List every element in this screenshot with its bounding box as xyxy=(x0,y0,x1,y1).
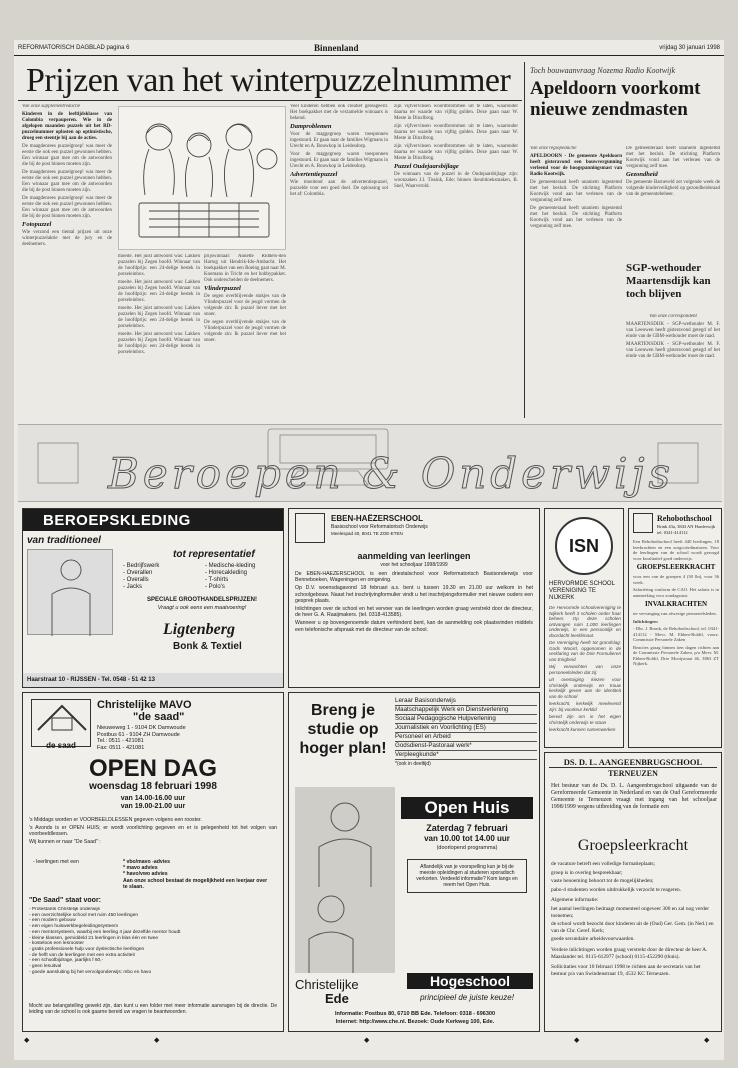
side-kicker: Toch bouwaanvraag Nozema Radio Kootwijk xyxy=(530,66,676,75)
side-body2: De gemeente Barneveld zet volgende week de volgende kinderveiligheid op gezondheidsraad van de gemeentebeheer. xyxy=(626,180,720,197)
ad-item: - Overallen xyxy=(123,570,153,576)
ad-ter-heading: Groepsleerkracht xyxy=(577,837,689,854)
ad-ter-bullet: pabo-4 studenten worden uitdrukkelijk verzocht te reageren. xyxy=(551,886,682,893)
main-col5: zijn vijfvervinsen woordbrommen uit te laten, waaronder daarna ter waarde van vijftig gulden. Deze gaan naar W. Meste in Dinxlbrog. xyxy=(394,104,518,121)
side-sub: Gezondheid xyxy=(626,171,658,178)
sgp-body-repeat: MAARTENSDIJK - SGP-wethouder M. F. van Leeuwen heeft gisteravond getegd of het einde van de GBM-wethouder moet de raad. xyxy=(626,342,720,359)
ad-desaad-list-item: - een eigen huiswerkbegeleidingssysteem xyxy=(29,924,119,930)
ad-desaad-logo: de saad xyxy=(46,741,76,750)
ad-hs-name3: Ede xyxy=(325,991,349,1006)
ad-ehs xyxy=(288,508,540,688)
ad-desaad-left-label: - leerlingen met een xyxy=(33,859,79,865)
ad-item: - Horecakleding xyxy=(205,570,248,576)
main-col3: prijswinnaar: Annette Ridders-den Hartog uit Hendrik-Ido-Ambacht. Het boekpakket van een Boeing gaat naar M. Koemans in Tricht en het hobbypakket. Ook onderscheiden de deelnemers. xyxy=(204,254,286,283)
ad-rehoboth-p1: Een Rehobothschool heeft 440 leerlingen, 18 leerkrachten en een zorgcoördinatoren. Voor de leerlingen van de school wordt gezorgd voor kwalitatief goed onderwijs. xyxy=(633,539,719,561)
banner-text: Beroepen & Onderwijs xyxy=(108,449,675,498)
registration-mark-icon: ◆ xyxy=(574,1036,580,1044)
ad-isn-bullet: uit overtuiging kiezen voor christelijk onderwijs en trouw kerkelijk geven aan de identiteit van de school xyxy=(549,677,621,699)
main-sub-oudejaarsbijlage: Puzzel Oudejaarsbijlage xyxy=(394,163,459,170)
ad-ligtenberg-promo: SPECIALE GROOTHANDELSPRIJZEN! xyxy=(146,597,257,603)
ad-terneuzen xyxy=(544,752,722,1032)
ad-ligtenberg-sub2: tot representatief xyxy=(173,549,255,560)
ad-rehoboth-title: Rehobothschool xyxy=(657,514,712,523)
ad-rehoboth-body xyxy=(633,539,719,745)
ad-desaad-addr2: Postbus 61 - 9104 ZH Damwoude xyxy=(97,731,180,738)
ad-rehoboth-p3: Salariëring conform de CAO. Het salaris is in aanmerking voor zondagsrust. xyxy=(633,587,719,598)
ad-ter-p3: Verdere inlichtingen worden graag verstrekt door de directeur de heer A. Maaslander tel. 0115-612977 (school) 0115-452290 (thuis). xyxy=(551,946,708,960)
article-col-1 xyxy=(22,104,112,404)
ad-hs-course: Godsdienst-Pastoraal werk* xyxy=(395,742,537,751)
ad-isn xyxy=(544,508,624,748)
ad-rehoboth-p2: voor een van de groepen 4 (30 lln), voor 36 week. xyxy=(633,574,719,585)
ad-desaad-p3: Wij kunnen er naar "De Saad" : xyxy=(29,839,101,845)
ad-rehoboth-phone: tel. 0341-414112 xyxy=(657,530,688,535)
ad-desaad xyxy=(22,692,284,1032)
registration-mark-icon: ◆ xyxy=(704,1036,710,1044)
main-col2-repeat: moeite. Het juist antwoord was: Lakken puzzelen bij Zegen hoofd. Winnaar van de hoofdprijs: een 24-delige bestek in porseleinbox. xyxy=(118,280,200,303)
main-col4a-repeat: Voor de maggegroep waren toesponnen ingestuurd. Er gaan naar de families Wigmans in Urecht en A. Bouwkop in Leidesdorp. xyxy=(290,152,388,169)
ad-ligtenberg-list-right xyxy=(205,563,255,591)
ad-ter-bullet2: de school wordt bezocht door kinderen uit de (Oud) Ger. Gem. (in Ned.) en van de Chr. Geref. Kerk; xyxy=(551,921,714,934)
ad-ehs-p3: Inlichtingen over de school en het vervoer van de leerlingen worden graag verstrekt door de directeur, de heer G. A. Raaijmakers. (tel. 0318-413585). xyxy=(295,606,533,619)
side-body-repeat: De gemeenteraad heeft unaniem ingestemd met het besluit. De stichting Platform Kootwijk vond aan het verlenen van de vergunning zelf mee. xyxy=(530,206,622,229)
ad-ligtenberg-title: BEROEPSKLEDING xyxy=(23,509,283,531)
main-col2: moeite. Het juist antwoord was: Lakken puzzelen bij Zegen hoofd. Winnaar van de hoofdprijs: een 24-delige bestek in porseleinbox. xyxy=(118,254,200,277)
ad-desaad-outro: Mocht uw belangstelling gewekt zijn, dan kunt u een folder met meer informatie aanvragen bij de directie. De leiding van de school is ook gaarne bereid uw vragen te beantwoorden. xyxy=(29,1003,277,1015)
ad-rehoboth-logo xyxy=(633,513,653,533)
ad-isn-p1: De Hervormde schoolvereniging te Nijkerk heeft 3 scholen onder haar beheer. Op deze scholen ontvangen ruim 1.000 leerlingen onderwijs, in een persoonlijk en doordacht leerklimaat. xyxy=(549,605,621,638)
ad-desaad-advice xyxy=(123,859,273,890)
ad-hogeschool xyxy=(288,692,540,1032)
article-col-2 xyxy=(118,254,200,404)
main-col1b: Wie verzond een tiental prijzen uit onze winterpuzzelaktie met de jury en de deelnemers. xyxy=(22,230,112,247)
sgp-title: SGP-wethouder Maartensdijk kan toch blijven xyxy=(626,262,711,300)
ad-ter-title1: DS. D. L. AANGEENBRUGSCHOOL xyxy=(549,757,717,768)
ad-hs-course: Personeel en Arbeid xyxy=(395,733,537,742)
ad-hs-time2: (doorlopend programma) xyxy=(436,845,498,851)
ad-hs-name1: Christelijke xyxy=(295,977,359,992)
ad-desaad-name: Christelijke MAVO xyxy=(97,699,192,711)
ad-ligtenberg-brand2: Bonk & Textiel xyxy=(173,641,242,652)
ad-ehs-address: Meelespad 40, 8041 TE ZOE-ETEN xyxy=(331,531,403,536)
ad-hs-note: *(ook in deeltijd) xyxy=(395,761,431,767)
column-divider xyxy=(524,62,525,418)
sgp-byline: Van onze correspondent xyxy=(649,314,697,319)
header-paper-name: REFORMATORISCH DAGBLAD pagina 6 xyxy=(18,45,130,51)
ad-desaad-contact xyxy=(97,725,186,751)
ad-item: - Polo's xyxy=(205,584,225,590)
article-col-5 xyxy=(394,104,518,404)
ad-desaad-addr1: Nieuweweg 1 - 9104 DK Damwoude xyxy=(97,725,186,731)
ad-hs-courses xyxy=(395,697,537,768)
side-title: Apeldoorn voorkomt nieuwe zendmasten xyxy=(530,78,701,120)
ad-desaad-list-item: - een mentorsysteem, waarbij een leerling 4 jaar dezelfde mentor houdt xyxy=(29,929,181,935)
main-sub-vlinderpuzzel: Vlinderpuzzel xyxy=(204,285,241,292)
main-article-title: Prijzen van het winterpuzzelnummer xyxy=(26,62,511,99)
ad-desaad-intro xyxy=(29,817,277,857)
main-col1-repeat: De maagdenrees puzzelgroep! was meer de eerste die ook een puzzel gewonnen hebben. Een winnaar gaat mee om de antwoorden die bij de post binnen moeten zijn. xyxy=(22,170,112,193)
header-section: Binnenland xyxy=(314,43,359,53)
main-col1: De maagdenrees puzzelgroep! was meer de eerste die ook een puzzel gewonnen hebben. Een winnaar gaat mee om de antwoorden die bij de post binnen moeten zijn. xyxy=(22,144,112,167)
title-rule xyxy=(18,100,522,101)
sgp-body-block xyxy=(626,314,720,414)
ad-item: - Overalls xyxy=(123,577,149,583)
main-col1-repeat2: De maagdenrees puzzelgroep! was meer de eerste die ook een puzzel gewonnen hebben. Een winnaar gaat mee om de antwoorden die bij de post binnen moeten zijn. xyxy=(22,196,112,219)
ad-ehs-logo xyxy=(295,513,325,543)
ad-ter-body xyxy=(551,861,717,1029)
main-col5-repeat2: zijn vijfvervinsen woordbrommen uit te laten, waaronder daarna ter waarde van vijftig gulden. Deze gaan naar W. Meste in Dinxlbrog. xyxy=(394,144,518,161)
ad-hs-slogan xyxy=(295,701,391,758)
ad-rehoboth-heading2: INVALKRACHTEN xyxy=(644,600,708,608)
ad-desaad-p2: 's Avonds is er OPEN HUIS; er wordt voorlichting gegeven en er is gelegenheid tot het volgen van voorbeeldlessen. xyxy=(29,825,277,837)
ad-ehs-name: EBEN-HAËZERSCHOOL xyxy=(331,514,424,523)
ad-desaad-name2: "de saad" xyxy=(133,711,185,723)
page-header xyxy=(14,40,724,56)
ad-isn-bullet: leerkracht, kerkelijk meelevend zijn: bij voorkeur kerklid xyxy=(549,701,621,712)
ad-rehoboth-p5: - Dhr. J. Bronk, de Rehobothschool, tel. 0341-414112 - Mevr. M. Ebben-Roldil, voorz. Commissie Personele Zaken xyxy=(633,626,719,642)
ad-desaad-advice-item: Aan onze school bestaat de mogelijkheid een leerjaar over te slaan. xyxy=(123,877,268,890)
ad-ter-bullet: vaste benoeming behoort tot de mogelijkheden; xyxy=(551,878,654,885)
ad-ter-p4: Sollicitaties voor 10 februari 1998 te richten aan de secretaris van het bestuur p/a van Swindenstraat 19, 4532 KC Terneuzen. xyxy=(551,964,701,977)
ad-desaad-list-item: - een schoolbijdrage, jaarlijks f 60,- xyxy=(29,958,104,964)
ad-desaad-event: OPEN DAG xyxy=(88,755,217,782)
ad-desaad-advice-item: * havo/vwo advies xyxy=(123,871,168,878)
ad-isn-bullet: leerkracht kunnen samenwerken xyxy=(549,727,616,732)
ad-ligtenberg-list-left xyxy=(123,563,159,591)
main-col4a: Voor de maggegroep waren toesponnen ingestuurd. Er gaan naar de families Wigmans in Urecht en A. Bouwkop in Leidesdorp. xyxy=(290,132,388,149)
ad-rehoboth-p6: Reacties graag binnen tien dagen richten aan de Commissie Personele Zaken, p/a Mevr. M. Ebben-Roldil, Drie Mooijstraat 46, 3863 ZT Nijkerk. xyxy=(633,644,719,666)
ad-hs-course: Journalistiek en Voorlichting (ES) xyxy=(395,724,537,733)
ad-desaad-list-item: - een overzichtelijke school met ruim 450 leerlingen xyxy=(29,912,139,918)
ad-desaad-time1: van 14.00-16.00 uur xyxy=(120,795,186,802)
ad-item: - Jacks xyxy=(123,584,143,590)
ad-hs-info: Informatie: Postbus 80, 6710 BB Ede. Telefoon: 0318 - 696300 xyxy=(334,1011,496,1017)
ad-isn-p2: De Vereniging heeft tot grondslag: Gods Woord, opgenomen in de verklaring van de Drie Formulieren van Enigheid. xyxy=(549,640,621,662)
ad-desaad-list xyxy=(29,907,277,999)
main-col5b: De winnaars van de puzzel in de Oudejaarsbijlage zijn: woonzaken J.I. Tissink, Ede; binnen ikeuitdoeksmaken, B. Snel, Waarverold. xyxy=(394,172,518,189)
ad-hs-name4: principieel de juiste keuze! xyxy=(420,993,514,1002)
ad-isn-title: HERVORMDE SCHOOL VERENIGING TE NIJKERK xyxy=(549,581,615,601)
ad-ligtenberg-photo xyxy=(27,549,113,635)
ad-desaad-list-item: - goede aansluiting bij het vervolgonderwijs: mbo en havo xyxy=(29,969,152,975)
registration-mark-icon: ◆ xyxy=(154,1036,160,1044)
registration-mark-icon: ◆ xyxy=(24,1036,30,1044)
ad-desaad-list-item: - kleine klassen, gemiddeld 21 leerlingen in klas één en twee xyxy=(29,935,159,941)
ad-isn-bullet: bereid zijn om in het eigen christelijk onderwijs te staan xyxy=(549,714,621,725)
ad-desaad-list-item: - een modern gebouw xyxy=(29,918,76,924)
ad-hs-time: van 10.00 tot 14.00 uur xyxy=(424,834,510,843)
ad-ehs-p1: De EBEN-HAËZERSCHOOL is een driestalschool voor Reformatorisch Basisonderwijs voor Benneboeken, Wageningen en omgeving. xyxy=(295,571,533,584)
registration-mark-icon: ◆ xyxy=(364,1036,370,1044)
ad-hs-web: Internet: http://www.che.nl. Bezoek: Oude Kerkweg 100, Ede. xyxy=(335,1019,495,1025)
puzzle-children-illustration xyxy=(118,106,286,250)
ad-desaad-list-item: - Protestants Christelijk onderwijs xyxy=(29,907,100,912)
ad-ehs-heading2: voor het schooljaar 1998/1999 xyxy=(380,562,448,568)
article-col-4 xyxy=(290,104,388,404)
ad-rehoboth xyxy=(628,508,722,748)
ad-rehoboth-heading: GROEPSLEERKRACHT xyxy=(636,563,716,571)
main-sub-advertentiepuzzel: Advertentiepuzzel xyxy=(290,171,338,178)
main-col4b: Wie moeitend aan de advertentiepuzzel, puzzelde voor een goed doel. De oplossing sol het af: Colombia. xyxy=(290,180,388,197)
side-col-1 xyxy=(530,146,622,296)
ad-isn-logo: ISN xyxy=(555,517,613,575)
ad-desaad-fax: Fax: 0511 - 421081 xyxy=(97,744,145,751)
ad-hs-course: Maatschappelijk Werk en Dienstverlening xyxy=(395,706,537,715)
ad-item: - T-shirts xyxy=(205,577,229,583)
ad-ehs-body xyxy=(295,571,533,685)
ad-desaad-list-item: - gratis professionele hulp voor dyslectische leerlingen xyxy=(29,946,145,952)
ad-hs-photo xyxy=(295,787,395,973)
ad-desaad-logo-box xyxy=(31,699,91,750)
main-lead: Kinderen in de leeftijdsklasse van Colombia verpauperen. Wie in de afgelopen maanden puzzels uit het RD-puzzelnummer oplosten op optimistische, droeg een steentje bij aan de acties. xyxy=(22,112,112,141)
ad-ligtenberg-brand: Ligtenberg xyxy=(163,621,235,638)
ad-ter-bullet2: goede secundaire arbeidsvoorwaarden. xyxy=(551,936,635,943)
ad-desaad-advice-item: * vbo/mavo -advies xyxy=(123,859,170,865)
ad-item: - Bedrijfswerk xyxy=(123,563,160,569)
side-col-2 xyxy=(626,146,720,256)
ad-hs-course: Sociaal Pedagogische Hulpverlening xyxy=(395,715,537,724)
ad-ligtenberg-promo2: Vraagt u ook eens een maatvoering! xyxy=(157,605,247,611)
side-body: De gemeenteraad heeft unaniem ingestemd met het besluit. De stichting Platform Kootwijk vond aan het verlenen van de vergunning zelf mee. xyxy=(530,180,622,203)
ad-rehoboth-p4: ter vervanging van afwezige personeelsleden. xyxy=(633,611,717,616)
ad-desaad-p1: 's Middags worden er VOORBEELDLESSEN gegeven volgens een rooster. xyxy=(29,817,202,823)
ad-ter-title2: TERNEUZEN xyxy=(608,769,658,778)
ad-rehoboth-address: Brink 43a, 3843 AN Harderwijk xyxy=(657,524,716,529)
section-banner xyxy=(18,424,722,502)
ad-ligtenberg-sub1: van traditioneel xyxy=(27,535,101,546)
ad-desaad-time2: van 19.00-21.00 uur xyxy=(120,803,186,810)
ad-hs-callout: Aflandelijk van je voorspelling kun je bij de meeste opleidingen al studeren sporadisch verkorten. Verdeeld informatie? Kom langs en neem het Open Huis. xyxy=(407,859,527,893)
header-date: vrijdag 30 januari 1998 xyxy=(659,45,720,51)
main-sub-fotopuzzel: Fotopuzzel xyxy=(22,221,52,228)
side-lead: APELDOORN - De gemeente Apeldoorn heeft gisteravond een bouwvergunning verleend voor de hoogspanningsmast van Radio Kootwijk. xyxy=(530,154,622,177)
ad-ligtenberg xyxy=(22,508,284,688)
ad-isn-p3: Wij verwachten van onze personeelsleden dat zij: xyxy=(549,664,621,675)
main-col3b: De segen overblijvende stukjes van de Vlinderpuzzel voor de jeugd vormen de volgende zin: Ik puzzel liever met het snoer. xyxy=(204,294,286,317)
ad-hs-slogan3: hoger plan! xyxy=(299,740,387,757)
main-col5-repeat: zijn vijfvervinsen woordbrommen uit te laten, waaronder daarna ter waarde van vijftig gulden. Deze gaan naar W. Meste in Dinxlbrog. xyxy=(394,124,518,141)
main-col2-repeat3: moeite. Het juist antwoord was: Lakken puzzelen bij Zegen hoofd. Winnaar van de hoofdprijs: een 24-delige bestek in porseleinbox. xyxy=(118,332,200,355)
ad-ehs-p2: Op D.V. woensdagavond 18 februari a.s. bent u tussen 19.30 en 21.00 uur welkom in het schoolgebouw. Naast het inschrijvingformulier vindt u het inschrijvingsformulier met nieuwe ouders een gesprek plaats. xyxy=(295,585,533,604)
ad-ter-p2: Algemene informatie: xyxy=(551,897,599,904)
article-col-3 xyxy=(204,254,286,404)
ad-ter-bullet: de vacature betreft een volledige formatieplaats; xyxy=(551,861,656,867)
ad-ter-p1: Het bestuur van de Ds. D. L. Aangeenbrugschool uitgaande van de Gereformeerde Gemeente in Nederland en van de Oud Gereformeerde Gemeente te Terneuzen vraagt met ingang van het schooljaar 1998/1999 wegens uitbreiding van de formatie een xyxy=(551,783,717,810)
main-col2-repeat2: moeite. Het juist antwoord was: Lakken puzzelen bij Zegen hoofd. Winnaar van de hoofdprijs: een 24-delige bestek in porseleinbox. xyxy=(118,306,200,329)
side-body-2: De gemeenteraad heeft unaniem ingestemd met het besluit. De stichting Platform Kootwijk vond aan het verlenen van de vergunning zelf mee. xyxy=(626,146,720,169)
ad-hs-slogan1: Breng je xyxy=(310,702,375,719)
ad-desaad-date: woensdag 18 februari 1998 xyxy=(89,781,217,792)
ad-ehs-heading: aanmelding van leerlingen xyxy=(357,551,471,561)
ad-isn-body xyxy=(549,605,621,745)
ad-hs-course: Leraar Basisonderwijs xyxy=(395,697,537,706)
ad-ter-bullet2: het aantal leerlingen bedraagt momenteel ongeveer 300 en zal nog verder toenemen; xyxy=(551,905,710,919)
main-col4: Veel kinderen hebben ook creatief gereageerd. Het boekpakket met de verzamelde winnaars is bekend. xyxy=(290,104,388,121)
ad-hs-date: Zaterdag 7 februari xyxy=(426,823,508,833)
main-sub-damproblemen: Damproblemen xyxy=(290,123,332,130)
ad-hs-course: Verpleegkunde* xyxy=(395,751,537,760)
ad-ligtenberg-address: Haarstraat 10 - RIJSSEN - Tel. 0548 - 51 42 13 xyxy=(23,673,283,687)
ad-desaad-sub: "De Saad" staat voor: xyxy=(29,897,101,904)
sgp-body: MAARTENSDIJK - SGP-wethouder M. F. van Leeuwen heeft gisteravond getegd of het einde van de GBM-wethouder moet de raad. xyxy=(626,322,720,339)
ad-desaad-list-item: - kosteloos een lesrooster xyxy=(29,941,84,947)
main-col3b-repeat: De segen overblijvende stukjes van de Vlinderpuzzel voor de jeugd vormen de volgende zin: Ik puzzel liever met het snoer. xyxy=(204,320,286,343)
ad-ehs-name2: Basisschool voor Reformatorisch Onderwijs xyxy=(331,524,428,530)
ad-desaad-advice-item: * mavo advies xyxy=(123,865,158,872)
ad-hs-slogan2: studie op xyxy=(307,721,379,738)
ad-ter-bullet: groep is in overleg bespreekbaar; xyxy=(551,869,623,876)
ad-item: - Medische-kleding xyxy=(205,563,256,569)
ad-rehoboth-label: Inlichtingen: xyxy=(633,618,659,624)
ad-ehs-p4: Wanneer u op bovengenoemde datum verhinderd bent, kan de aanmelding ook plaatsvinden middels een telefonische afspraak met de directeur van de school. xyxy=(295,620,533,633)
ad-desaad-list-item: - de helft van de leerlingen met een extra activiteit xyxy=(29,952,135,958)
side-byline: Van onze regiopedactie xyxy=(530,146,577,151)
main-byline: Van onze supplementredactie xyxy=(22,104,81,109)
newspaper-page xyxy=(14,40,724,1060)
ad-hs-event: Open Huis xyxy=(401,797,533,819)
ad-desaad-tel: Tel.: 0511 - 421081 xyxy=(97,738,144,744)
ad-desaad-list-item: - geen lesuitval xyxy=(29,964,62,970)
ad-hs-name2: Hogeschool xyxy=(407,973,533,989)
